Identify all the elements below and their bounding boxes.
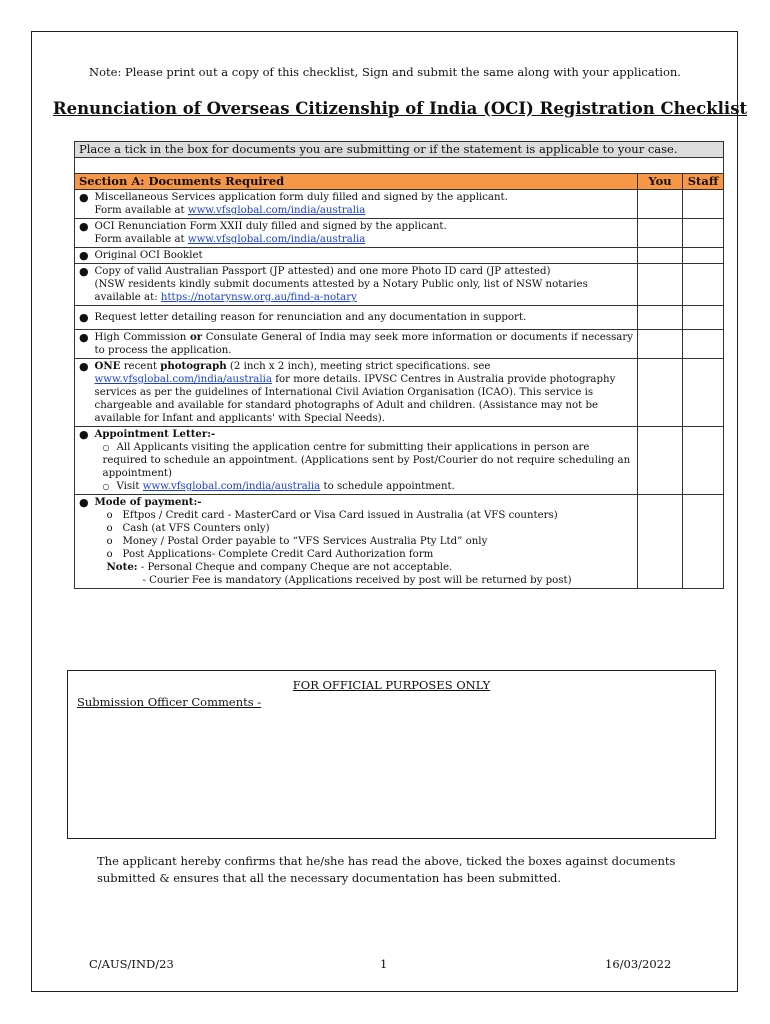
appointment-heading: Appointment Letter:-	[94, 428, 216, 440]
checklist-item	[75, 219, 724, 248]
official-use-box	[67, 670, 716, 839]
column-staff: Staff	[683, 174, 724, 190]
staff-checkbox[interactable]	[683, 495, 724, 589]
item-text: Original OCI Booklet	[93, 248, 638, 264]
staff-checkbox[interactable]	[683, 306, 724, 330]
item-text: Request letter detailing reason for renunciation and any documentation in support.	[93, 306, 638, 330]
staff-checkbox[interactable]	[683, 427, 724, 495]
you-checkbox[interactable]	[638, 495, 683, 589]
you-checkbox[interactable]	[638, 264, 683, 306]
payment-option: Cash (at VFS Counters only)	[122, 523, 270, 534]
instruction-row	[75, 142, 724, 158]
checklist-item	[75, 306, 724, 330]
bullet-icon: ●	[75, 427, 93, 495]
staff-checkbox[interactable]	[683, 248, 724, 264]
bullet-icon: ●	[75, 219, 93, 248]
bullet-icon: ●	[75, 264, 93, 306]
item-text: Copy of valid Australian Passport (JP attested) and one more Photo ID card (JP attested)	[94, 266, 551, 277]
bullet-icon: ●	[75, 190, 93, 219]
you-checkbox[interactable]	[638, 219, 683, 248]
you-checkbox[interactable]	[638, 359, 683, 427]
circle-bullet-icon: ○	[102, 443, 110, 452]
item-text: for more details. IPVSC Centres in Australia provide photography services as per the guidelines of International Civil Aviation Organisation (ICAO). This service is chargeable and available for standard photographs of Adult and children. (Assistance may not be available for Infant and applicants' with Special Needs).	[94, 374, 616, 424]
checklist-table	[74, 141, 724, 589]
you-checkbox[interactable]	[638, 306, 683, 330]
checklist-item	[75, 248, 724, 264]
form-code: C/AUS/IND/23	[89, 957, 174, 971]
bullet-icon: ●	[75, 359, 93, 427]
applicant-confirmation: The applicant hereby confirms that he/she has read the above, ticked the boxes against documents submitted & ensures that all the necessary documentation has been submitted.	[97, 854, 676, 885]
you-checkbox[interactable]	[638, 330, 683, 359]
you-checkbox[interactable]	[638, 427, 683, 495]
item-text-bold: ONE	[94, 360, 121, 372]
staff-checkbox[interactable]	[683, 264, 724, 306]
official-heading: FOR OFFICIAL PURPOSES ONLY	[292, 678, 491, 692]
payment-option: Post Applications- Complete Credit Card Authorization form	[122, 549, 434, 560]
vfs-link[interactable]: www.vfsglobal.com/india/australia	[94, 374, 272, 385]
circle-bullet-icon: ○	[102, 482, 110, 491]
note-text: - Personal Cheque and company Cheque are not acceptable.	[137, 562, 453, 573]
item-text: recent	[120, 361, 161, 372]
note-label: Note:	[106, 561, 138, 573]
item-text: All Applicants visiting the application centre for submitting their applications in person are required to schedule an appointment. (Applications sent by Post/Courier do not require scheduling an appointment)	[102, 442, 631, 479]
item-text: Consulate General of India may seek more information or documents if necessary to process the application.	[94, 332, 633, 356]
checklist-item	[75, 330, 724, 359]
bullet-icon: ●	[75, 495, 93, 589]
section-header-row	[75, 174, 724, 190]
item-text-bold: photograph	[160, 360, 227, 372]
item-text: Form available at	[94, 234, 188, 245]
checklist-item	[75, 427, 724, 495]
vfs-link[interactable]: www.vfsglobal.com/india/australia	[142, 481, 321, 492]
staff-checkbox[interactable]	[683, 330, 724, 359]
item-text-bold: or	[189, 331, 203, 343]
page-title: Renunciation of Overseas Citizenship of India (OCI) Registration Checklist	[52, 99, 748, 118]
o-bullet-icon: o	[106, 549, 113, 560]
you-checkbox[interactable]	[638, 190, 683, 219]
vfs-link[interactable]: www.vfsglobal.com/india/australia	[187, 205, 366, 216]
bullet-icon: ●	[75, 330, 93, 359]
item-text: OCI Renunciation Form XXII duly filled and signed by the applicant.	[94, 221, 447, 232]
item-text: to schedule appointment.	[320, 481, 455, 492]
vfs-link[interactable]: www.vfsglobal.com/india/australia	[187, 234, 366, 245]
payment-option: Money / Postal Order payable to “VFS Services Australia Pty Ltd” only	[122, 536, 488, 547]
item-text: Form available at	[94, 205, 188, 216]
checklist-item	[75, 495, 724, 589]
column-you: You	[638, 174, 683, 190]
staff-checkbox[interactable]	[683, 190, 724, 219]
bullet-icon: ●	[75, 306, 93, 330]
payment-option: Eftpos / Credit card - MasterCard or Visa Card issued in Australia (at VFS counters)	[122, 510, 558, 521]
print-note: Note: Please print out a copy of this checklist, Sign and submit the same along with your application.	[89, 65, 681, 79]
checklist-item	[75, 190, 724, 219]
item-text: (NSW residents kindly submit documents attested by a Notary Public only, list of NSW notaries	[94, 279, 588, 290]
checklist-item	[75, 359, 724, 427]
payment-heading: Mode of payment:-	[94, 496, 202, 508]
item-text: Visit	[116, 481, 143, 492]
page-number: 1	[380, 957, 388, 971]
staff-checkbox[interactable]	[683, 359, 724, 427]
notary-link[interactable]: https://notarynsw.org.au/find-a-notary	[160, 292, 357, 303]
o-bullet-icon: o	[106, 510, 113, 521]
bullet-icon: ●	[75, 248, 93, 264]
section-heading: Section A: Documents Required	[75, 174, 638, 190]
officer-comments-label: Submission Officer Comments -	[77, 695, 262, 709]
note-text: - Courier Fee is mandatory (Applications received by post will be returned by post)	[142, 575, 572, 586]
o-bullet-icon: o	[106, 536, 113, 547]
spacer-row	[75, 158, 724, 174]
form-date: 16/03/2022	[605, 957, 672, 971]
staff-checkbox[interactable]	[683, 219, 724, 248]
o-bullet-icon: o	[106, 523, 113, 534]
instruction-text: Place a tick in the box for documents you are submitting or if the statement is applicable to your case.	[75, 142, 724, 158]
item-text: (2 inch x 2 inch), meeting strict specifications. see	[226, 361, 491, 372]
item-text: Miscellaneous Services application form duly filled and signed by the applicant.	[94, 192, 508, 203]
item-text: High Commission	[94, 332, 190, 343]
checklist-item	[75, 264, 724, 306]
item-text: available at:	[94, 292, 161, 303]
you-checkbox[interactable]	[638, 248, 683, 264]
